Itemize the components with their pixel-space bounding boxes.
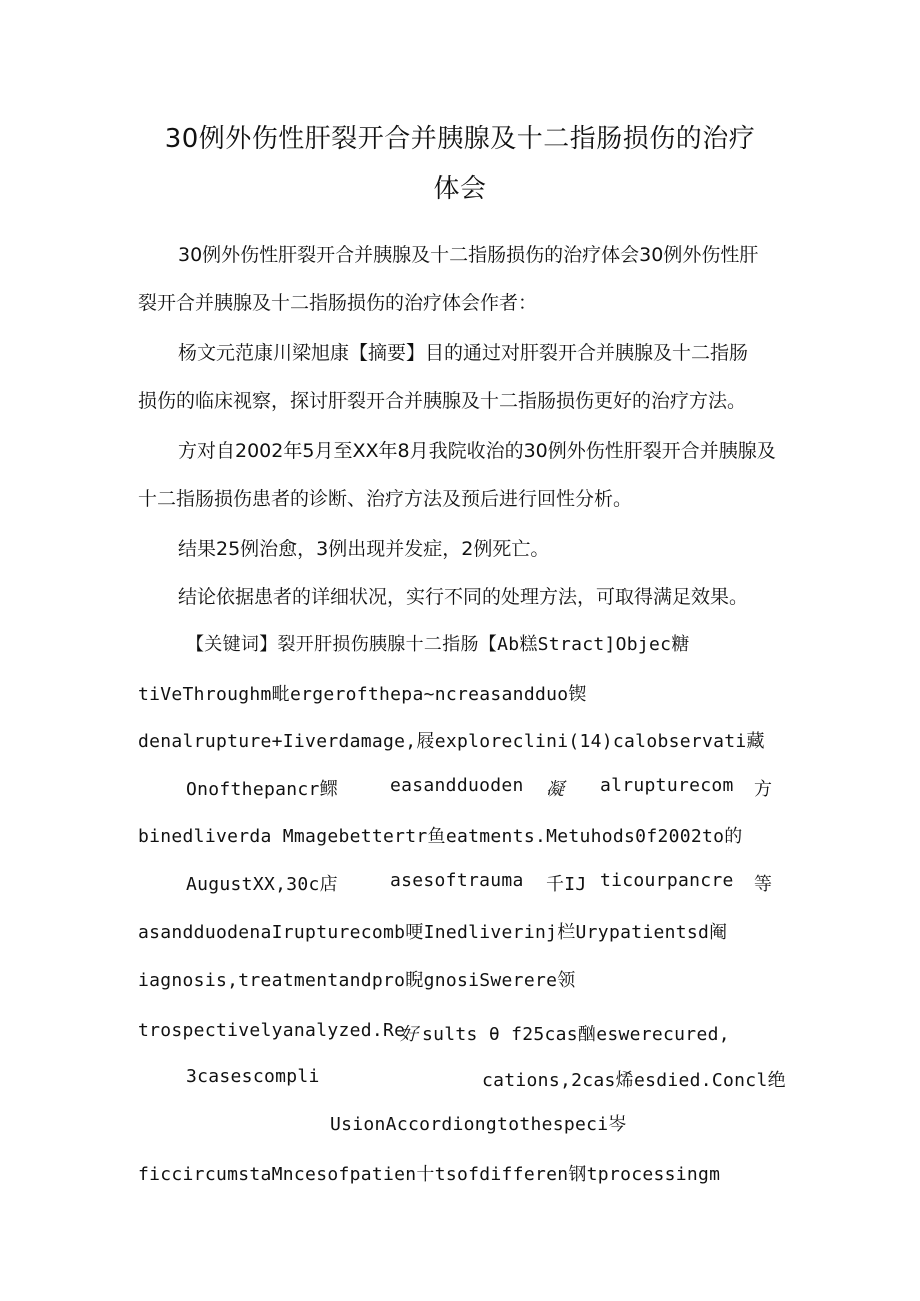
english-line-10: UsionAccordiongtothespeci岑: [330, 1114, 627, 1135]
paragraph-1-line-1: 30例外伤性肝裂开合并胰腺及十二指肠损伤的治疗体会30例外伤性肝: [178, 244, 759, 266]
english-line-3-part-e: 方: [754, 779, 773, 800]
english-line-3-part-c: 凝: [546, 779, 565, 800]
english-line-2: denalrupture+Iiverdamage,屐exploreclini(14)calobservati藏: [138, 731, 765, 752]
paragraph-conclusion: 结论依据患者的详细状况，实行不同的处理方法，可取得满足效果。: [178, 586, 749, 608]
keywords-line: 【关键词】裂开肝损伤胰腺十二指肠【Ab糕Stract]Objec糖: [186, 634, 690, 655]
english-line-5-part-e: 等: [754, 874, 773, 895]
document-title-line-2: 体会: [433, 174, 487, 204]
english-line-8-part-c: sults θ f25cas酗eswerecured,: [422, 1024, 730, 1045]
english-line-11: ficcircumstaMncesofpatien十tsofdifferen钢tprocessingm: [138, 1164, 721, 1185]
english-line-5-part-a: AugustXX,30c店: [186, 874, 338, 895]
paragraph-3-line-1: 方对自2002年5月至XX年8月我院收治的30例外伤性肝裂开合并胰腺及: [178, 440, 776, 462]
english-line-9-part-b: cations,2cas烯esdied.Concl绝: [482, 1070, 786, 1091]
english-line-3-part-a: Onofthepancr鳏: [186, 779, 338, 800]
paragraph-results: 结果25例治愈，3例出现并发症，2例死亡。: [178, 538, 550, 560]
english-line-5-part-d: ticourpancre: [600, 870, 734, 891]
english-line-1: tiVeThroughm毗ergerofthepa~ncreasandduo锲: [138, 684, 587, 705]
paragraph-2-line-2: 损伤的临床视察，探讨肝裂开合并胰腺及十二指肠损伤更好的治疗方法。: [138, 390, 747, 412]
paragraph-2-line-1: 杨文元范康川梁旭康【摘要】目的通过对肝裂开合并胰腺及十二指肠: [178, 342, 749, 364]
english-line-6: asandduodenaIrupturecomb哽Inedliverinj栏Urypatientsd阉: [138, 922, 728, 943]
document-title-line-1: 30例外伤性肝裂开合并胰腺及十二指肠损伤的治疗: [164, 124, 756, 154]
english-line-3-part-d: alrupturecom: [600, 775, 734, 796]
english-line-8-part-a: trospectivelyanalyzed.Re: [138, 1020, 406, 1041]
english-line-3-part-b: easandduoden: [390, 775, 524, 796]
english-line-5-part-c: 千IJ: [546, 874, 587, 895]
paragraph-3-line-2: 十二指肠损伤患者的诊断、治疗方法及预后进行回性分析。: [138, 488, 633, 510]
english-line-5-part-b: asesoftrauma: [390, 870, 524, 891]
english-line-4: binedliverda Mmagebettertr鱼eatments.Metuhods0f2002to的: [138, 826, 743, 847]
english-line-8-part-b: 好: [400, 1024, 419, 1045]
english-line-9-part-a: 3casescompli: [186, 1066, 320, 1087]
paragraph-1-line-2: 裂开合并胰腺及十二指肠损伤的治疗体会作者：: [138, 292, 538, 314]
english-line-7: iagnosis,treatmentandpro睨gnosiSwerere领: [138, 970, 576, 991]
